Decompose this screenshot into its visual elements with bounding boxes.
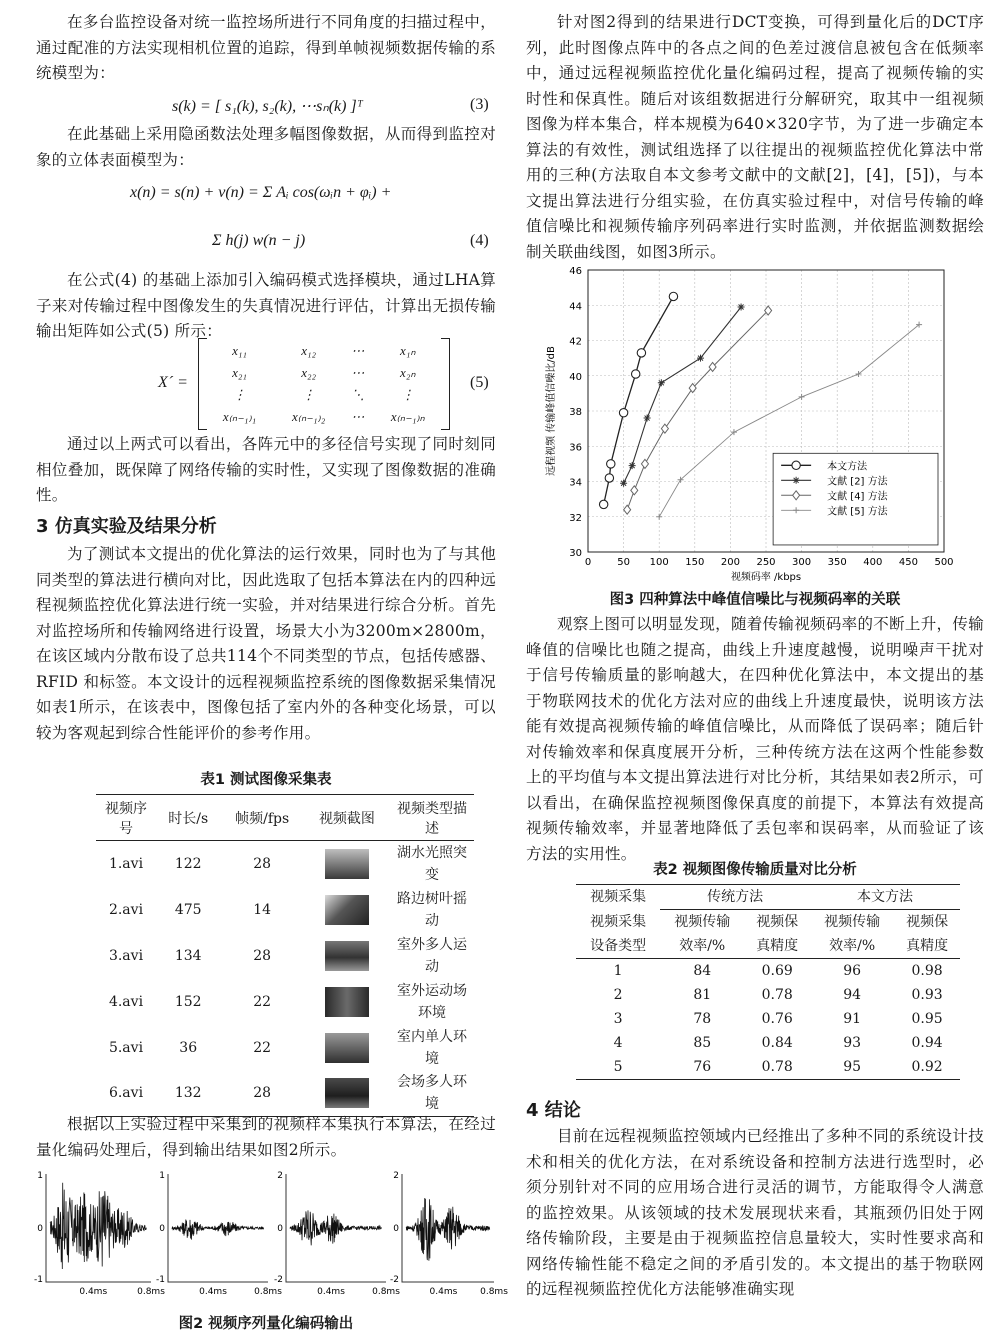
waveform-tick-label: 0.4ms — [317, 1287, 345, 1297]
video-thumbnail — [325, 941, 369, 971]
video-thumbnail — [325, 1033, 369, 1063]
table-1-cell: 室外多人运动 — [397, 936, 467, 975]
waveform-tick-label: 0.4ms — [199, 1287, 227, 1297]
table-1 — [96, 794, 474, 1117]
figure-3 — [526, 262, 984, 584]
table-row — [96, 1025, 474, 1071]
figure-2-caption: 图2 视频序列量化编码输出 — [178, 1316, 354, 1332]
waveform-panel — [390, 1171, 508, 1297]
matrix-cell: x₁₂ — [301, 343, 317, 358]
table-row — [576, 983, 960, 1007]
waveform-tick-label: 0.4ms — [79, 1287, 108, 1297]
table-1-cell: 22 — [253, 1039, 272, 1056]
data-point — [605, 474, 613, 482]
waveform-tick-label: 0 — [393, 1224, 399, 1234]
table-2-cell: 0.84 — [761, 1035, 793, 1051]
table-1-cell: 4.avi — [108, 993, 144, 1010]
waveform-tick-label: 0.8ms — [254, 1287, 282, 1297]
waveform-tick-label: 1 — [159, 1171, 165, 1181]
waveform-panel — [34, 1171, 165, 1297]
x-tick-label: 50 — [617, 557, 630, 568]
table-2-header: 设备类型 — [590, 938, 647, 954]
table-2-cell: 2 — [613, 987, 623, 1003]
y-tick-label: 34 — [569, 477, 582, 489]
table-1-cell: 28 — [253, 947, 272, 964]
data-point — [697, 355, 704, 362]
matrix-cell: x₂₂ — [301, 365, 317, 380]
table-2-cell: 84 — [693, 963, 712, 979]
table-2-cell: 0.93 — [911, 987, 943, 1003]
table-1-cell: 室外运动场环境 — [397, 982, 467, 1021]
table-2-cell: 95 — [843, 1059, 862, 1075]
video-thumbnail — [325, 895, 369, 925]
table-row — [96, 1071, 474, 1117]
waveform-tick-label: 1 — [37, 1171, 43, 1181]
series-line — [604, 296, 674, 504]
data-point — [738, 304, 745, 311]
waveform-tick-label: 0 — [37, 1224, 43, 1234]
waveform-trace — [172, 1220, 264, 1240]
table-1-cell: 152 — [174, 993, 202, 1010]
y-tick-label: 44 — [569, 301, 582, 313]
legend-label: 文献 [5] 方法 — [827, 506, 888, 518]
table-2-cell: 0.94 — [911, 1035, 943, 1051]
table-1-cell: 6.avi — [108, 1085, 144, 1102]
waveform-trace — [406, 1198, 490, 1261]
legend-label: 本文方法 — [827, 461, 868, 473]
data-point — [637, 349, 645, 357]
table-2-header: 视频采集 — [590, 913, 647, 930]
matrix-cell: x₁₁ — [232, 343, 247, 358]
table-2-cell: 0.69 — [761, 963, 793, 979]
table-row — [96, 887, 474, 933]
table-2-cell: 0.95 — [911, 1011, 943, 1027]
table-row — [96, 979, 474, 1025]
legend-label: 文献 [2] 方法 — [827, 476, 888, 488]
figure-3-caption: 图3 四种算法中峰值信噪比与视频码率的关联 — [609, 592, 901, 608]
paragraph-5: 为了测试本文提出的优化算法的运行效果，同时也为了与其他同类型的算法进行横向对比，因此选取了包括本算法在内的四种远程视频监控优化算法进行统一实验，并对结果进行综合分析。首先对监控场所和传输网络进行设置，场景大小为3200m×2800m，在该区域内分散布设了总共114个不同类型的节点，包括传感器、RFID 和标签。本文设计的远程视频监控系统的图像数据采集情况如表1所示，在该表中，图像包括了室内外的各种变化场景，可以较为客观起到综合性能评价的参考作用。 — [36, 545, 496, 742]
x-tick-label: 200 — [720, 557, 740, 568]
matrix-cell: ⋮ — [401, 387, 415, 402]
data-point — [629, 462, 636, 469]
figure-3-chart — [526, 262, 984, 584]
table-1-cell: 122 — [174, 855, 202, 872]
table-1-cell: 室内单人环境 — [397, 1028, 467, 1067]
table-2-header: 视频保 — [906, 914, 949, 930]
y-tick-label: 36 — [569, 442, 582, 454]
data-point — [799, 394, 805, 400]
table-2-header: 视频传输 — [674, 914, 731, 930]
table-row — [576, 959, 960, 984]
y-axis-label: 远程视频 传输峰值信噪比/dB — [546, 346, 557, 476]
table-2-cell: 4 — [613, 1035, 623, 1051]
x-axis-label: 视频码率 /kbps — [730, 572, 802, 583]
table-2-cell: 91 — [843, 1011, 862, 1027]
x-tick-label: 250 — [756, 557, 776, 568]
matrix-cell: ⋯ — [351, 343, 365, 358]
equation-4-line1: x(n) = s(n) + v(n) = Σ Aᵢ cos(ωᵢn + φᵢ) + — [130, 184, 392, 201]
equation-5-lhs: X´ = — [158, 374, 188, 391]
matrix-cell: x₂ₙ — [400, 365, 416, 380]
data-point — [631, 486, 638, 495]
data-point — [641, 459, 648, 468]
table-2-header: 效率/% — [679, 938, 726, 954]
paragraph-3: 在公式(4) 的基础上添加引入编码模式选择模块，通过LHA算子来对传输过程中图像发生的失真情况进行评估，计算出无损传输输出矩阵如公式(5) 所示： — [36, 271, 496, 340]
data-point — [632, 370, 640, 378]
table-1-cell: 134 — [174, 947, 202, 964]
equation-3-number: (3) — [470, 96, 489, 113]
table-1-cell: 路边树叶摇动 — [397, 890, 467, 929]
waveform-tick-label: -2 — [274, 1275, 283, 1285]
table-2-header: 传统方法 — [660, 885, 810, 910]
table-row — [576, 1007, 960, 1031]
table-1-cell: 5.avi — [108, 1039, 144, 1056]
table-2-cell: 93 — [843, 1035, 862, 1051]
table-1-cell: 2.avi — [108, 901, 144, 918]
section-3-heading: 3 仿真实验及结果分析 — [36, 516, 217, 537]
table-1-cell: 湖水光照突变 — [397, 844, 467, 883]
waveform-panel — [274, 1171, 400, 1297]
table-2-cell: 3 — [613, 1011, 623, 1027]
data-point — [792, 461, 800, 469]
table-2-header: 真精度 — [756, 938, 799, 954]
waveform-trace — [290, 1210, 382, 1245]
data-point — [644, 415, 651, 422]
data-point — [607, 460, 615, 468]
table-row — [96, 933, 474, 979]
table-2-cell: 85 — [693, 1035, 712, 1051]
data-point — [620, 480, 627, 487]
y-tick-label: 42 — [569, 336, 582, 348]
matrix-cell: x₍ₙ₋₁₎₁ — [222, 409, 257, 424]
table-1-header: 视频类型描述 — [397, 800, 467, 837]
paragraph-1: 在多台监控设备对统一监控场所进行不同角度的扫描过程中，通过配准的方法实现相机位置的追踪，得到单帧视频数据传输的系统模型为： — [36, 13, 496, 82]
figure-2-waveforms — [34, 1162, 508, 1312]
x-tick-label: 450 — [898, 557, 918, 568]
table-2-cell: 76 — [693, 1059, 712, 1075]
table-2-caption: 表2 视频图像传输质量对比分析 — [653, 862, 857, 878]
series-line — [624, 307, 742, 483]
legend-label: 文献 [4] 方法 — [827, 491, 888, 503]
matrix-5 — [198, 338, 450, 430]
equation-3: s(k) = [ s₁(k), s₂(k), ⋯sₙ(k) ]ᵀ — [172, 98, 363, 115]
table-1-header: 时长/s — [168, 810, 209, 827]
data-point — [658, 379, 665, 386]
waveform-tick-label: -1 — [34, 1275, 43, 1285]
table-2-header: 视频保 — [756, 914, 799, 930]
waveform-tick-label: -2 — [390, 1275, 399, 1285]
y-tick-label: 30 — [569, 548, 582, 559]
table-2-cell: 1 — [613, 963, 623, 979]
paragraph-r2: 观察上图可以明显发现，随着传输视频码率的不断上升，传输峰值的信噪比也随之提高，曲线上升速度越慢，说明噪声干扰对于信号传输质量的影响越大，在四种优化算法中，本文提出的基于物联网技术的优化方法对应的曲线上升速度最快，说明该方法能有效提高视频传输的峰值信噪比，从而降低了误码率；随后针对传输效率和保真度展开分析，三种传统方法在这两个性能参数上的平均值与本文提出算法进行对比分析，其结果如表2所示，可以看出，在确保监控视频图像保真度的前提下，本算法有效提高视频传输效率，并显著地降低了丢包率和误码率，从而验证了该方法的实用性。 — [526, 615, 984, 863]
video-thumbnail — [325, 849, 369, 879]
matrix-cell: ⋯ — [351, 409, 365, 424]
table-1-cell: 132 — [174, 1085, 202, 1102]
waveform-tick-label: 0.4ms — [429, 1287, 458, 1297]
paragraph-6: 根据以上实验过程中采集到的视频样本集执行本算法，在经过量化编码处理后，得到输出结果如图2所示。 — [36, 1115, 496, 1159]
waveform-tick-label: -1 — [156, 1275, 165, 1285]
matrix-cell: x₍ₙ₋₁₎₂ — [292, 409, 326, 424]
table-2-cell: 5 — [613, 1059, 623, 1075]
y-tick-label: 40 — [569, 371, 582, 383]
table-2-header: 真精度 — [906, 938, 949, 954]
matrix-cell: x₍ₙ₋₁₎ₙ — [390, 409, 425, 424]
table-row — [96, 841, 474, 887]
matrix-cell: ⋮ — [302, 387, 316, 402]
data-point — [619, 409, 627, 417]
table-1-cell: 3.avi — [108, 947, 144, 964]
table-2-header: 视频传输 — [824, 914, 881, 930]
table-2-cell: 81 — [693, 987, 712, 1003]
table-row — [576, 1031, 960, 1055]
figure-2 — [34, 1162, 508, 1312]
waveform-trace — [50, 1183, 147, 1269]
matrix-cell: ⋮ — [233, 387, 247, 402]
x-tick-label: 500 — [934, 557, 954, 568]
y-tick-label: 32 — [569, 512, 582, 524]
y-tick-label: 38 — [569, 407, 582, 418]
table-2-cell: 0.78 — [761, 1059, 793, 1075]
table-2-cell: 0.98 — [911, 963, 943, 979]
equation-5-number: (5) — [470, 374, 489, 391]
section-4-heading: 4 结论 — [526, 1100, 581, 1121]
waveform-tick-label: 0 — [159, 1224, 165, 1234]
x-tick-label: 150 — [685, 557, 705, 568]
table-1-cell: 36 — [179, 1039, 198, 1056]
y-tick-label: 46 — [569, 266, 582, 277]
x-tick-label: 300 — [792, 557, 812, 568]
table-2-header: 本文方法 — [810, 885, 960, 910]
table-1-cell: 会场多人环境 — [397, 1074, 467, 1113]
table-1-cell: 28 — [253, 855, 272, 872]
table-2-cell: 96 — [843, 963, 862, 979]
table-2-cell: 0.92 — [911, 1059, 943, 1075]
matrix-table — [205, 340, 443, 428]
waveform-panel — [156, 1171, 282, 1297]
paragraph-r1: 针对图2得到的结果进行DCT变换，可得到量化后的DCT序列，此时图像点阵中的各点之间的色差过渡信息被包含在低频率中，通过远程视频监控优化量化编码过程，提高了视频传输的实时性和保真性。随后对该组数据进行分解研究，取其中一组视频图像为样本集合，样本规模为640×320字节，为了进一步确定本算法的有效性，测试组选择了以往提出的视频监控优化算法中常用的三种(方法取自本文参考文献中的文献[2]，[4]，[5])，与本文提出算法进行分组实验，在仿真实验过程中，对信号传输的峰值信噪比和视频传输序列码率进行实时监测，并依据监测数据绘制关联曲线图，如图3所示。 — [526, 13, 984, 261]
matrix-cell: x₁ₙ — [400, 343, 416, 358]
table-1-cell: 28 — [253, 1085, 272, 1102]
table-2-cell: 94 — [843, 987, 862, 1003]
x-tick-label: 100 — [649, 557, 669, 568]
paragraph-4: 通过以上两式可以看出，各阵元中的多径信号实现了同时刻同相位叠加，既保障了网络传输的实时性，又实现了图像数据的准确性。 — [36, 435, 496, 504]
equation-4-line2: Σ h(j) w(n − j) — [212, 232, 306, 249]
data-point — [765, 306, 772, 315]
matrix-cell: x₂₁ — [232, 365, 247, 380]
equation-4-number: (4) — [470, 232, 489, 249]
data-point — [793, 477, 800, 484]
table-1-cell: 14 — [253, 901, 272, 918]
table-1-caption: 表1 测试图像采集表 — [200, 772, 332, 788]
waveform-tick-label: 2 — [393, 1171, 399, 1181]
waveform-tick-label: 0.8ms — [480, 1287, 508, 1297]
table-2-cell: 0.76 — [761, 1011, 793, 1027]
table-1-header: 视频截图 — [318, 810, 375, 827]
waveform-tick-label: 0.8ms — [372, 1287, 400, 1297]
x-tick-label: 400 — [863, 557, 883, 568]
table-2-cell: 78 — [693, 1011, 712, 1027]
data-point — [669, 292, 677, 300]
table-2 — [576, 884, 960, 1080]
table-2-header: 视频采集 — [590, 889, 647, 906]
table-2-cell: 0.78 — [761, 987, 793, 1003]
data-point — [624, 505, 631, 514]
table-1-header: 帧频/fps — [235, 810, 290, 827]
waveform-tick-label: 2 — [277, 1171, 283, 1181]
video-thumbnail — [325, 987, 369, 1017]
table-1-cell: 22 — [253, 993, 272, 1010]
table-row — [576, 1055, 960, 1080]
x-tick-label: 0 — [584, 557, 592, 568]
table-1-cell: 475 — [174, 901, 202, 918]
matrix-cell: ⋱ — [351, 387, 365, 402]
table-1-header: 视频序号 — [105, 800, 147, 837]
waveform-tick-label: 0 — [277, 1224, 283, 1234]
data-point — [656, 514, 662, 520]
video-thumbnail — [325, 1078, 369, 1108]
paragraph-2: 在此基础上采用隐函数法处理多幅图像数据，从而得到监控对象的立体表面模型为： — [36, 125, 496, 169]
matrix-cell: ⋯ — [351, 365, 365, 380]
table-1-cell: 1.avi — [108, 855, 144, 872]
data-point — [599, 500, 607, 508]
waveform-tick-label: 0.8ms — [137, 1287, 165, 1297]
paragraph-r3: 目前在远程视频监控领域内已经推出了多种不同的系统设计技术和相关的优化方法，在对系统设备和控制方法进行选型时，必须分别针对不同的应用场合进行灵活的调节，方能取得令人满意的监控效果。从该领域的技术发展现状来看，其瓶颈仍旧处于网络传输阶段，主要是由于视频监控信息量较大，实时性要求高和网络传输性能不稳定之间的矛盾引发的。本文提出的基于物联网的远程视频监控优化方法能够准确实现 — [526, 1127, 984, 1298]
x-tick-label: 350 — [827, 557, 847, 568]
table-2-header: 效率/% — [829, 938, 876, 954]
